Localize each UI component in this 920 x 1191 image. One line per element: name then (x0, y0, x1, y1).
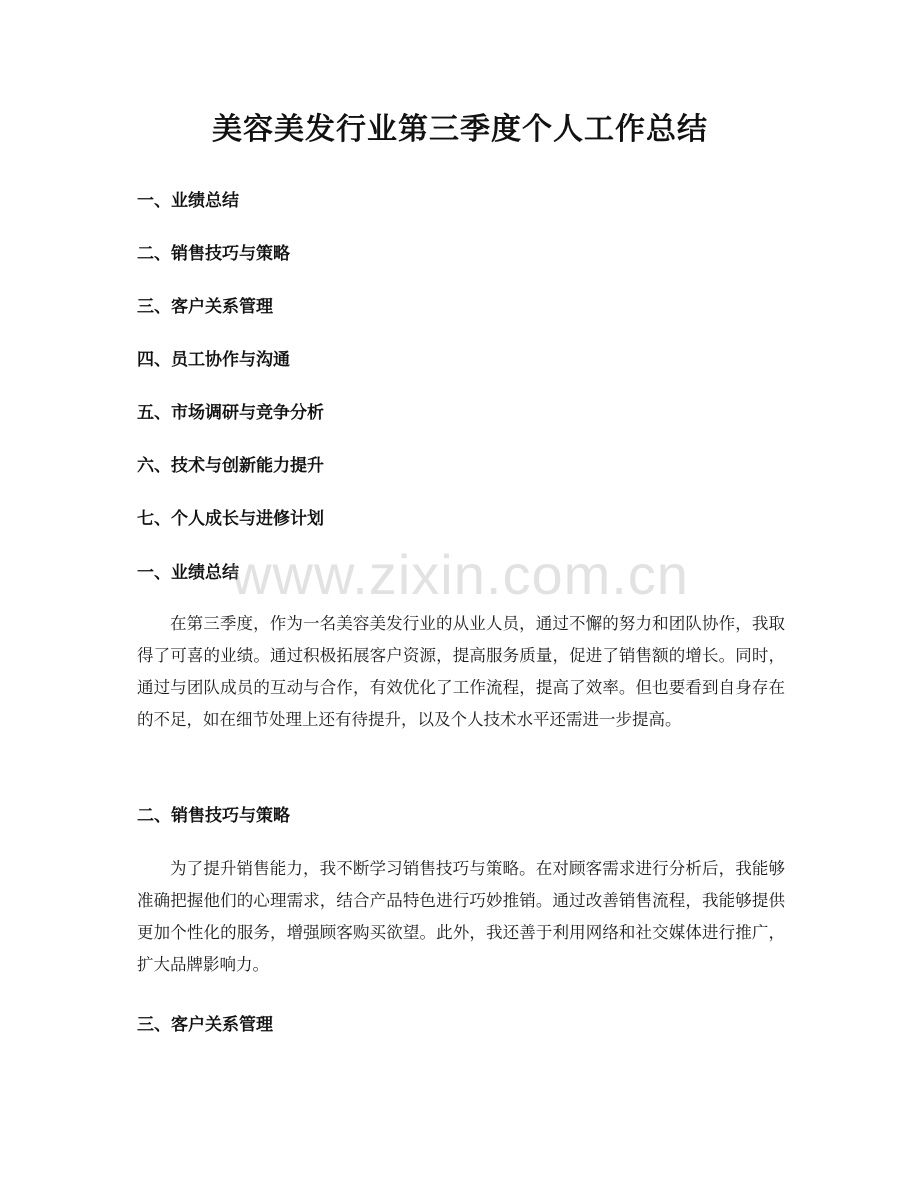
toc-item: 三、客户关系管理 (137, 297, 273, 317)
toc-item: 四、员工协作与沟通 (137, 350, 290, 370)
watermark: www.zixin.com.cn (231, 543, 689, 606)
toc-item: 七、个人成长与进修计划 (137, 509, 324, 529)
section-paragraph: 为了提升销售能力，我不断学习销售技巧与策略。在对顾客需求进行分析后，我能够准确把握他们的心理需求，结合产品特色进行巧妙推销。通过改善销售流程，我能够提供更加个性化的服务，增强顾客购买欲望。此外，我还善于利用网络和社交媒体进行推广，扩大品牌影响力。 (137, 859, 785, 974)
section-heading: 三、客户关系管理 (137, 1015, 273, 1035)
section-paragraph: 在第三季度，作为一名美容美发行业的从业人员，通过不懈的努力和团队协作，我取得了可喜的业绩。通过积极拓展客户资源，提高服务质量，促进了销售额的增长。同时，通过与团队成员的互动与合作，有效优化了工作流程，提高了效率。但也要看到自身存在的不足，如在细节处理上还有待提升，以及个人技术水平还需进一步提高。 (137, 614, 785, 729)
toc-item: 一、业绩总结 (137, 191, 239, 211)
toc-item: 六、技术与创新能力提升 (137, 456, 324, 476)
section-heading: 一、业绩总结 (137, 563, 239, 583)
page-title: 美容美发行业第三季度个人工作总结 (212, 112, 708, 147)
toc-item: 二、销售技巧与策略 (137, 244, 290, 264)
table-of-contents (137, 186, 787, 557)
toc-item: 五、市场调研与竞争分析 (137, 403, 324, 423)
section-heading: 二、销售技巧与策略 (137, 806, 290, 826)
